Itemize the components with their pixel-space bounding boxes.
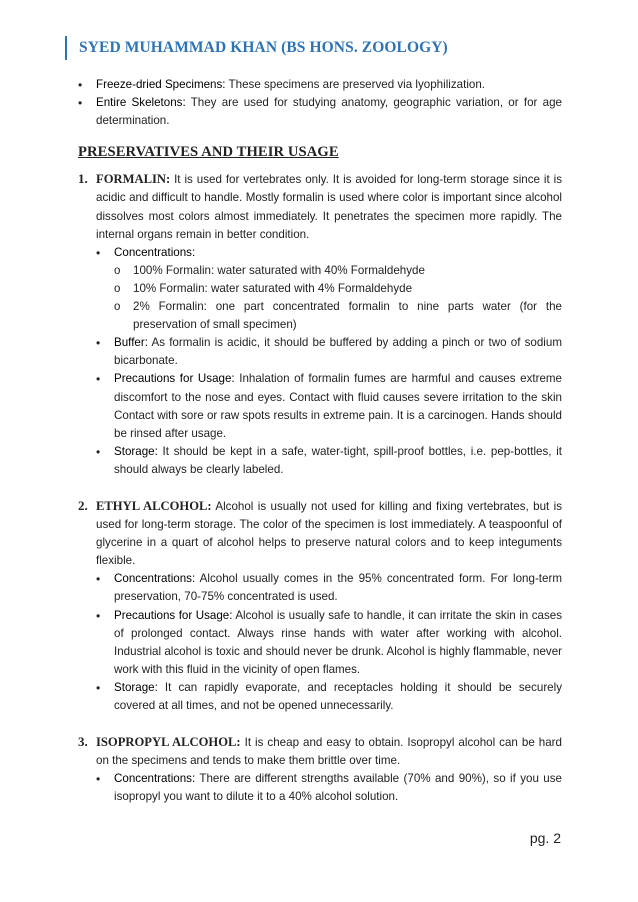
bullet-icon: •	[78, 96, 83, 111]
sub-list-item	[114, 280, 562, 298]
bullet-label: Buffer:	[114, 336, 148, 350]
bullet-icon: •	[96, 336, 101, 351]
circle-bullet-icon: o	[114, 301, 121, 314]
bullet-icon: •	[96, 680, 101, 695]
bullet-text: Alcohol is usually safe to handle, it can irritate the skin in cases of prolonged contact. Always rinse hands with water after working with alcohol. Industrial alcohol is toxic and should never be drunk. Alcohol is highly flammable, never work with this fluid in the vicinity of open flames.	[114, 608, 562, 676]
bullet-text: As formalin is acidic, it should be buffered by adding a pinch or two of sodium bicarbonate.	[114, 336, 562, 368]
bullet-text: It can rapidly evaporate, and receptacles holding it should be securely covered at all times, and not be opened unnecessarily.	[114, 680, 562, 712]
bullet-text: There are different strengths available (70% and 90%), so if you use isopropyl you want to dilute it to a 40% alcohol solution.	[114, 772, 562, 804]
bullet-text: They are used for studying anatomy, geographic variation, or for age determination.	[96, 96, 562, 128]
list-item	[96, 607, 562, 679]
numbered-item-ethyl-alcohol	[78, 497, 562, 570]
list-item	[96, 770, 562, 806]
bullet-label: Concentrations:	[114, 772, 196, 786]
bullet-icon: •	[96, 372, 101, 387]
sub-item-text: 100% Formalin: water saturated with 40% Formaldehyde	[133, 263, 425, 277]
bullet-label: Precautions for Usage:	[114, 608, 233, 622]
list-item	[78, 94, 562, 130]
bullet-label: Storage:	[114, 444, 158, 458]
sub-list-item	[114, 298, 562, 334]
list-item	[96, 570, 562, 606]
numbered-item-isopropyl-alcohol	[78, 733, 562, 770]
numbered-item-formalin	[78, 170, 562, 243]
bullet-label: Precautions for Usage:	[114, 372, 235, 386]
item-text: It is cheap and easy to obtain. Isopropyl alcohol can be hard on the specimens and tends to make them brittle over time.	[96, 736, 562, 768]
item-text: Alcohol is usually not used for killing and fixing vertebrates, but is used for long-term storage. The color of the specimen is lost immediately. A teaspoonful of glycerine in a quart of alcohol helps to preserve natural colors and to keep integuments flexible.	[96, 499, 562, 568]
sub-item-text: 2% Formalin: one part concentrated formalin to nine parts water (for the preservation of small specimen)	[133, 300, 562, 332]
list-item	[96, 244, 562, 262]
bullet-label: Freeze-dried Specimens:	[96, 78, 226, 91]
sub-list-item	[114, 262, 562, 280]
bullet-icon: •	[96, 572, 101, 587]
item-number: 3.	[78, 734, 88, 750]
item-heading: FORMALIN:	[96, 172, 171, 187]
item-heading: ETHYL ALCOHOL:	[96, 498, 212, 513]
page-content	[78, 76, 562, 806]
page-header	[65, 36, 448, 60]
item-number: 1.	[78, 171, 88, 187]
list-item	[96, 443, 562, 479]
bullet-text: It should be kept in a safe, water-tight, spill-proof bottles, i.e. pep-bottles, it should always be clearly labeled.	[114, 444, 562, 476]
list-item	[78, 76, 562, 94]
item-heading: ISOPROPYL ALCOHOL:	[96, 735, 241, 750]
bullet-icon: •	[96, 772, 101, 787]
bullet-label: Concentrations:	[114, 245, 196, 259]
item-text: It is used for vertebrates only. It is avoided for long-term storage since it is acidic and difficult to handle. Mostly formalin is used where color is important since alcohol dissolves most colors almost immediately. It penetrates the specimen more rapidly. The internal organs remain in better condition.	[96, 173, 562, 241]
page-number: pg. 2	[529, 830, 561, 846]
section-title: PRESERVATIVES AND THEIR USAGE	[78, 144, 339, 161]
bullet-text: Alcohol usually comes in the 95% concentrated form. For long-term preservation, 70-75% concentrated is used.	[114, 572, 562, 604]
list-item	[96, 334, 562, 370]
list-item	[96, 370, 562, 442]
circle-bullet-icon: o	[114, 282, 121, 295]
bullet-icon: •	[96, 608, 101, 623]
bullet-icon: •	[96, 245, 101, 260]
sub-item-text: 10% Formalin: water saturated with 4% Formaldehyde	[133, 281, 413, 295]
bullet-icon: •	[96, 444, 101, 459]
bullet-text: Inhalation of formalin fumes are harmful and causes extreme discomfort to the nose and eyes. Contact with fluid causes severe irritation to the skin Contact with sore or raw spots results in extreme pain. It is a carcinogen. Hands should be rinsed after usage.	[114, 372, 562, 440]
bullet-icon: •	[78, 78, 83, 92]
item-number: 2.	[78, 497, 88, 513]
bullet-label: Entire Skeletons:	[96, 96, 186, 110]
list-item	[96, 679, 562, 715]
bullet-label: Storage:	[114, 680, 158, 694]
circle-bullet-icon: o	[114, 264, 121, 277]
bullet-text: These specimens are preserved via lyophilization.	[225, 78, 486, 91]
header-title: SYED MUHAMMAD KHAN (BS HONS. ZOOLOGY)	[79, 39, 448, 56]
bullet-label: Concentrations:	[114, 572, 196, 586]
